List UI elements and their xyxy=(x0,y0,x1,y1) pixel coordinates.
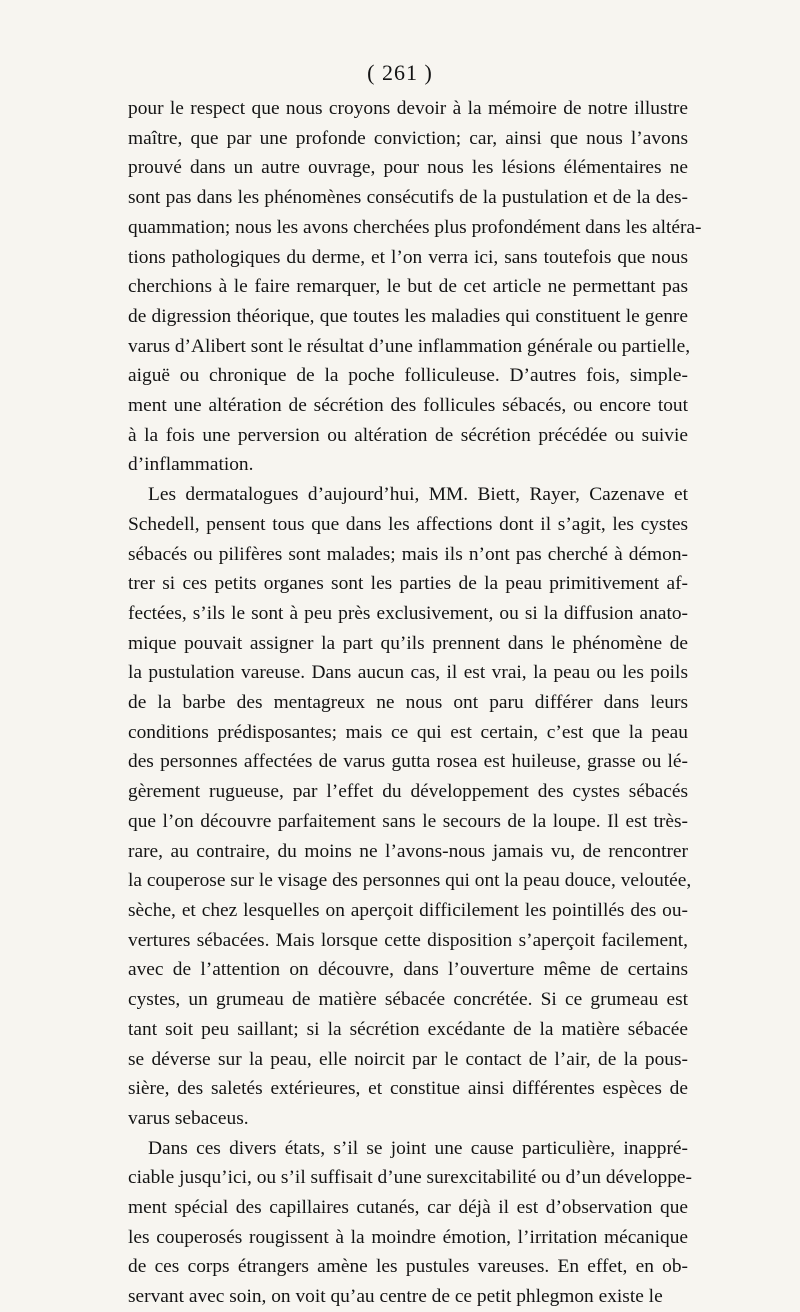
text-line: aiguë ou chronique de la poche folliculeuse. D’autres fois, simple- xyxy=(128,365,688,387)
text-line: sèche, et chez lesquelles on aperçoit difficilement les pointillés des ou- xyxy=(128,899,688,921)
text-line: cherchions à le faire remarquer, le but de cet article ne permettant pas xyxy=(128,276,688,298)
text-line: sont pas dans les phénomènes consécutifs de la pustulation et de la des- xyxy=(128,187,688,209)
paragraph xyxy=(128,94,702,480)
text-line: que l’on découvre parfaitement sans le secours de la loupe. Il est très- xyxy=(128,810,688,832)
text-line: fectées, s’ils le sont à peu près exclusivement, ou si la diffusion anato- xyxy=(128,602,688,624)
text-line: d’inflammation. xyxy=(128,454,254,476)
text-line: sébacés ou pilifères sont malades; mais ils n’ont pas cherché à démon- xyxy=(128,543,688,565)
text-line: varus d’Alibert sont le résultat d’une inflammation générale ou partielle, xyxy=(128,335,691,357)
paragraph xyxy=(128,1134,692,1312)
text-line: pour le respect que nous croyons devoir à la mémoire de notre illustre xyxy=(128,98,688,119)
text-line: cystes, un grumeau de matière sébacée concrétée. Si ce grumeau est xyxy=(128,989,688,1011)
text-line: ment spécial des capillaires cutanés, car déjà il est d’observation que xyxy=(128,1197,688,1219)
text-line: sière, des saletés extérieures, et constitue ainsi différentes espèces de xyxy=(128,1078,688,1100)
text-line: mique pouvait assigner la part qu’ils prennent dans le phénomène de xyxy=(128,632,688,654)
text-line: à la fois une perversion ou altération de sécrétion précédée ou suivie xyxy=(128,424,688,446)
text-line: trer si ces petits organes sont les parties de la peau primitivement af- xyxy=(128,573,688,595)
text-line: avec de l’attention on découvre, dans l’ouverture même de certains xyxy=(128,959,688,981)
text-line: les couperosés rougissent à la moindre émotion, l’irritation mécanique xyxy=(128,1226,688,1248)
text-body xyxy=(128,94,702,1312)
text-line: Schedell, pensent tous que dans les affections dont il s’agit, les cystes xyxy=(128,513,688,535)
text-line: quammation; nous les avons cherchées plus profondément dans les altéra- xyxy=(128,216,702,238)
text-line: maître, que par une profonde conviction; car, ainsi que nous l’avons xyxy=(128,127,688,149)
text-line: vertures sébacées. Mais lorsque cette disposition s’aperçoit facilement, xyxy=(128,929,688,951)
text-line: ment une altération de sécrétion des follicules sébacés, ou encore tout xyxy=(128,395,688,417)
paragraph xyxy=(128,480,692,1133)
text-line: Les dermatalogues d’aujourd’hui, MM. Biett, Rayer, Cazenave et xyxy=(148,484,688,506)
text-line: varus sebaceus. xyxy=(128,1107,249,1129)
text-line: la pustulation vareuse. Dans aucun cas, il est vrai, la peau ou les poils xyxy=(128,662,688,684)
text-line: servant avec soin, on voit qu’au centre de ce petit phlegmon existe le xyxy=(128,1286,663,1308)
text-line: conditions prédisposantes; mais ce qui est certain, c’est que la peau xyxy=(128,721,688,743)
text-line: rare, au contraire, du moins ne l’avons-nous jamais vu, de rencontrer xyxy=(128,840,688,862)
text-line: ciable jusqu’ici, ou s’il suffisait d’une surexcitabilité ou d’un développe- xyxy=(128,1167,692,1189)
text-line: se déverse sur la peau, elle noircit par le contact de l’air, de la pous- xyxy=(128,1048,688,1070)
text-line: de digression théorique, que toutes les maladies qui constituent le genre xyxy=(128,305,688,327)
page-number: ( 261 ) xyxy=(367,60,433,85)
text-line: Dans ces divers états, s’il se joint une cause particulière, inappré- xyxy=(148,1137,688,1159)
text-line: prouvé dans un autre ouvrage, pour nous les lésions élémentaires ne xyxy=(128,157,688,179)
text-line: gèrement rugueuse, par l’effet du développement des cystes sébacés xyxy=(128,781,688,803)
text-line: de la barbe des mentagreux ne nous ont paru différer dans leurs xyxy=(128,692,688,714)
text-line: tions pathologiques du derme, et l’on verra ici, sans toutefois que nous xyxy=(128,246,688,268)
text-line: de ces corps étrangers amène les pustules vareuses. En effet, en ob- xyxy=(128,1256,688,1278)
text-line: des personnes affectées de varus gutta rosea est huileuse, grasse ou lé- xyxy=(128,751,688,773)
text-line: tant soit peu saillant; si la sécrétion excédante de la matière sébacée xyxy=(128,1018,688,1040)
text-line: la couperose sur le visage des personnes qui ont la peau douce, veloutée, xyxy=(128,870,692,892)
